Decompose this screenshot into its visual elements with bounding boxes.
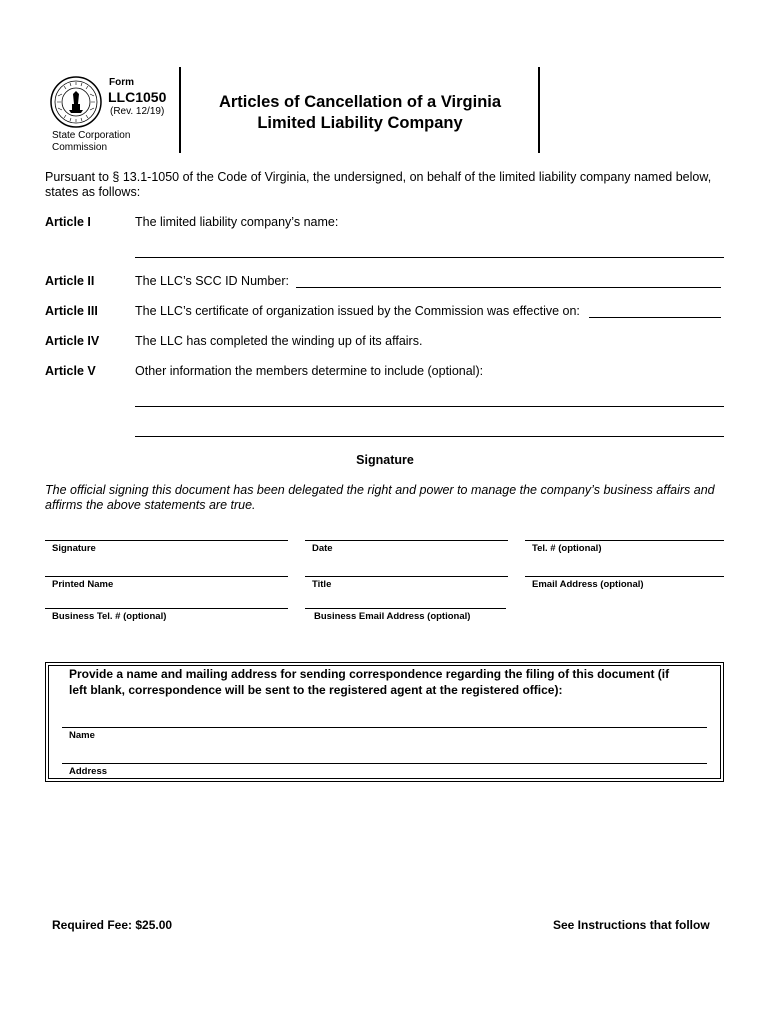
article-1-label: Article I xyxy=(45,215,91,229)
page-title-line2: Limited Liability Company xyxy=(257,114,463,132)
form-number: LLC1050 xyxy=(108,89,167,105)
article-5-text: Other information the members determine to include (optional): xyxy=(135,364,484,378)
signature-heading: Signature xyxy=(356,453,414,467)
header-divider-left xyxy=(179,67,181,153)
form-label: Form xyxy=(109,77,134,88)
business-email-line[interactable] xyxy=(305,608,506,609)
correspondence-address-label: Address xyxy=(69,766,108,777)
date-field-label: Date xyxy=(312,543,333,554)
effective-date-field[interactable] xyxy=(589,317,721,318)
intro-line1: Pursuant to § 13.1-1050 of the Code of Virginia, the undersigned, on behalf of the limited liability company named below, xyxy=(45,170,712,184)
page-title xyxy=(182,92,538,134)
instructions-note: See Instructions that follow xyxy=(553,918,710,932)
date-line[interactable] xyxy=(305,540,508,541)
signature-statement-line1: The official signing this document has been delegated the right and power to manage the company’s business affairs and xyxy=(45,483,715,497)
correspondence-name-label: Name xyxy=(69,730,95,741)
revision-date: (Rev. 12/19) xyxy=(110,106,165,117)
business-tel-field-label: Business Tel. # (optional) xyxy=(52,611,167,622)
correspondence-instructions xyxy=(69,666,709,698)
state-seal-icon xyxy=(50,76,102,128)
scc-id-field[interactable] xyxy=(296,287,721,288)
correspondence-line2: left blank, correspondence will be sent to the registered agent at the registered office): xyxy=(69,683,563,697)
required-fee: Required Fee: $25.00 xyxy=(52,918,173,932)
article-4-label: Article IV xyxy=(45,334,100,348)
tel-line[interactable] xyxy=(525,540,724,541)
other-info-field-1[interactable] xyxy=(135,406,724,407)
email-field-label: Email Address (optional) xyxy=(532,579,644,590)
signature-line[interactable] xyxy=(45,540,288,541)
article-3-label: Article III xyxy=(45,304,98,318)
article-4-text: The LLC has completed the winding up of its affairs. xyxy=(135,334,423,348)
page-title-line1: Articles of Cancellation of a Virginia xyxy=(218,93,502,111)
intro-line2: states as follows: xyxy=(45,185,141,199)
llc-name-field[interactable] xyxy=(135,257,724,258)
other-info-field-2[interactable] xyxy=(135,436,724,437)
business-tel-line[interactable] xyxy=(45,608,288,609)
intro-paragraph xyxy=(45,170,735,200)
header-divider-right xyxy=(538,67,540,153)
agency-name-line2: Commission xyxy=(52,142,108,153)
business-email-field-label: Business Email Address (optional) xyxy=(314,611,471,622)
correspondence-address-line[interactable] xyxy=(62,763,707,764)
signature-field-label: Signature xyxy=(52,543,96,554)
tel-field-label: Tel. # (optional) xyxy=(532,543,602,554)
signature-statement-line2: affirms the above statements are true. xyxy=(45,498,256,512)
title-line[interactable] xyxy=(305,576,508,577)
article-3-text: The LLC’s certificate of organization issued by the Commission was effective on: xyxy=(135,304,580,318)
agency-name-line1: State Corporation xyxy=(52,130,131,141)
printed-name-line[interactable] xyxy=(45,576,288,577)
article-2-text: The LLC’s SCC ID Number: xyxy=(135,274,289,288)
correspondence-line1: Provide a name and mailing address for sending correspondence regarding the filing of this document (if xyxy=(69,667,670,681)
printed-name-field-label: Printed Name xyxy=(52,579,114,590)
correspondence-name-line[interactable] xyxy=(62,727,707,728)
email-line[interactable] xyxy=(525,576,724,577)
article-2-label: Article II xyxy=(45,274,95,288)
article-5-label: Article V xyxy=(45,364,96,378)
signature-statement xyxy=(45,483,735,513)
title-field-label: Title xyxy=(312,579,332,590)
article-1-text: The limited liability company’s name: xyxy=(135,215,339,229)
